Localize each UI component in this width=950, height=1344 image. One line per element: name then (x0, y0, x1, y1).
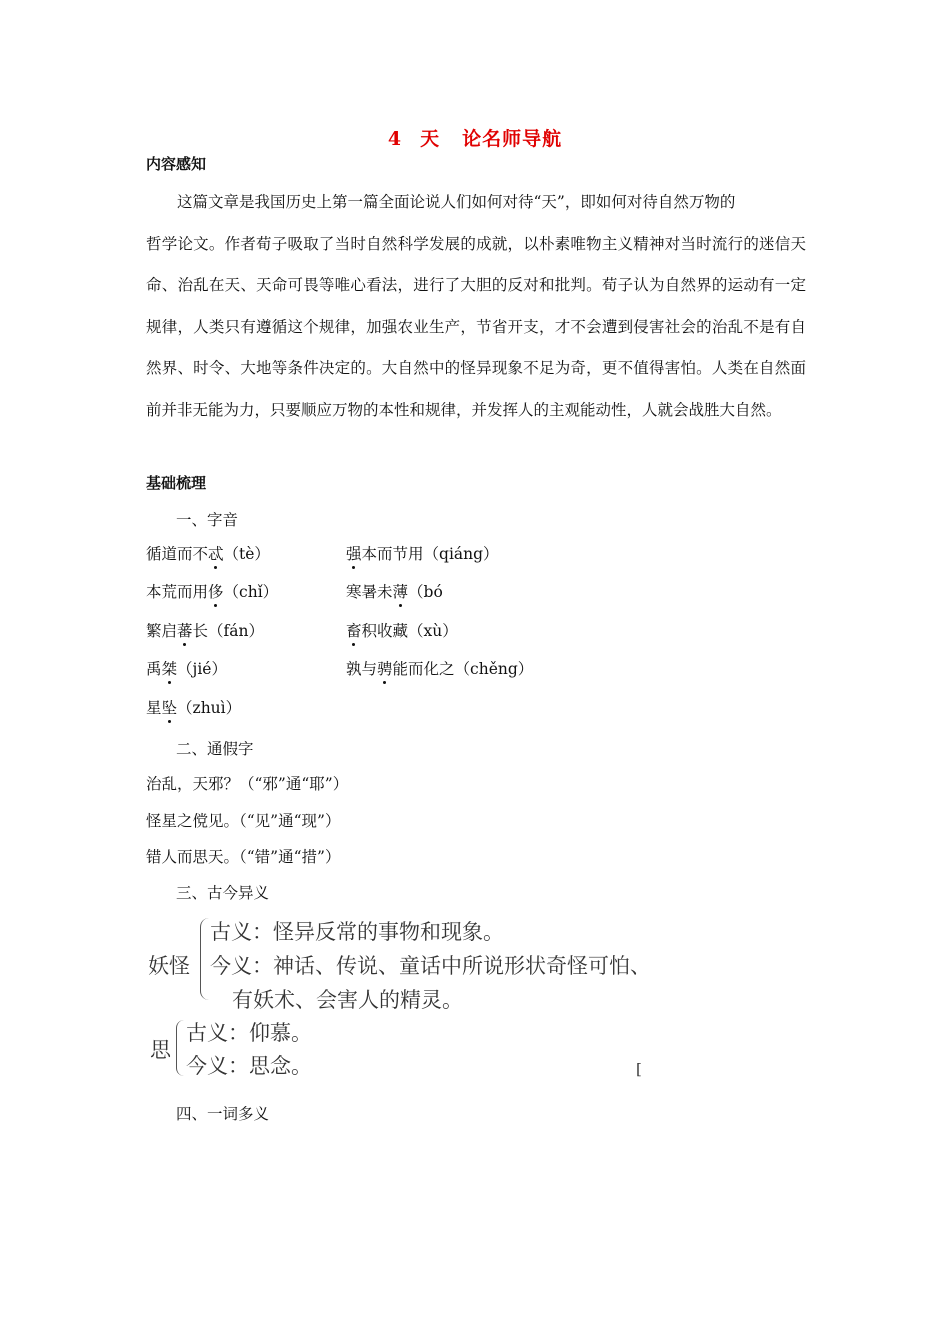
title-number: 4 (387, 128, 403, 150)
word-si: 思 (150, 1038, 171, 1062)
pron-item: 禹桀（jié） (146, 657, 227, 679)
si-ancient: 古义：仰慕。 (186, 1021, 312, 1045)
tongjia-item: 错人而思天。（“错”通“措”） (146, 848, 341, 866)
title-part1: 天 (420, 128, 441, 150)
subheading-gujin: 三、古今异义 (176, 884, 270, 902)
brace-yaoguai (200, 918, 209, 1000)
pron-item: 寒暑未薄（bó (346, 580, 443, 602)
yaoguai-modern-1: 今义：神话、传说、童话中所说形状奇怪可怕、 (210, 954, 651, 978)
pron-item: 强本而节用（qiáng） (346, 542, 499, 564)
pron-item: 繁启蕃长（fán） (146, 619, 264, 641)
title-part2: 论名师导航 (462, 128, 563, 150)
section-heading-basics: 基础梳理 (146, 474, 207, 492)
subheading-yiciduoyi: 四、一词多义 (176, 1105, 270, 1123)
section-heading-content: 内容感知 (146, 155, 207, 173)
yaoguai-ancient: 古义：怪异反常的事物和现象。 (210, 920, 504, 944)
tongjia-item: 怪星之傥见。（“见”通“现”） (146, 812, 341, 830)
page-title (0, 124, 950, 151)
word-yaoguai: 妖怪 (148, 954, 190, 978)
paragraph-body: 哲学论文。作者荀子吸取了当时自然科学发展的成就，以朴素唯物主义精神对当时流行的迷信天命、治乱在天、天命可畏等唯心看法，进行了大胆的反对和批判。荀子认为自然界的运动有一定规律，人类只有遵循这个规律，加强农业生产，节省开支，才不会遭到侵害社会的治乱不是有自然界、时令、大地等条件决定的。大自然中的怪异现象不足为奇，更不值得害怕。人类在自然面前并非无能为力，只要顺应万物的本性和规律，并发挥人的主观能动性，人就会战胜大自然。 (146, 234, 806, 419)
subheading-pronunciation: 一、字音 (176, 511, 239, 529)
tongjia-item: 治乱，天邪？（“邪”通“耶”） (146, 775, 349, 793)
pron-item: 星坠（zhuì） (146, 696, 241, 718)
yaoguai-modern-2: 有妖术、会害人的精灵。 (232, 988, 463, 1012)
pron-item: 畜积收藏（xù） (346, 619, 458, 641)
pron-item: 本荒而用侈（chǐ） (146, 580, 278, 602)
brace-si (176, 1020, 184, 1076)
pron-item: 孰与骋能而化之（chěng） (346, 657, 533, 679)
si-modern: 今义：思念。 (186, 1054, 312, 1078)
paragraph-first-line: 这篇文章是我国历史上第一篇全面论说人们如何对待“天”，即如何对待自然万物的 (177, 193, 736, 211)
subheading-tongjia: 二、通假字 (176, 740, 254, 758)
stray-bracket: [ (636, 1060, 642, 1078)
pron-item: 循道而不忒（tè） (146, 542, 270, 564)
intro-paragraph (146, 182, 806, 431)
